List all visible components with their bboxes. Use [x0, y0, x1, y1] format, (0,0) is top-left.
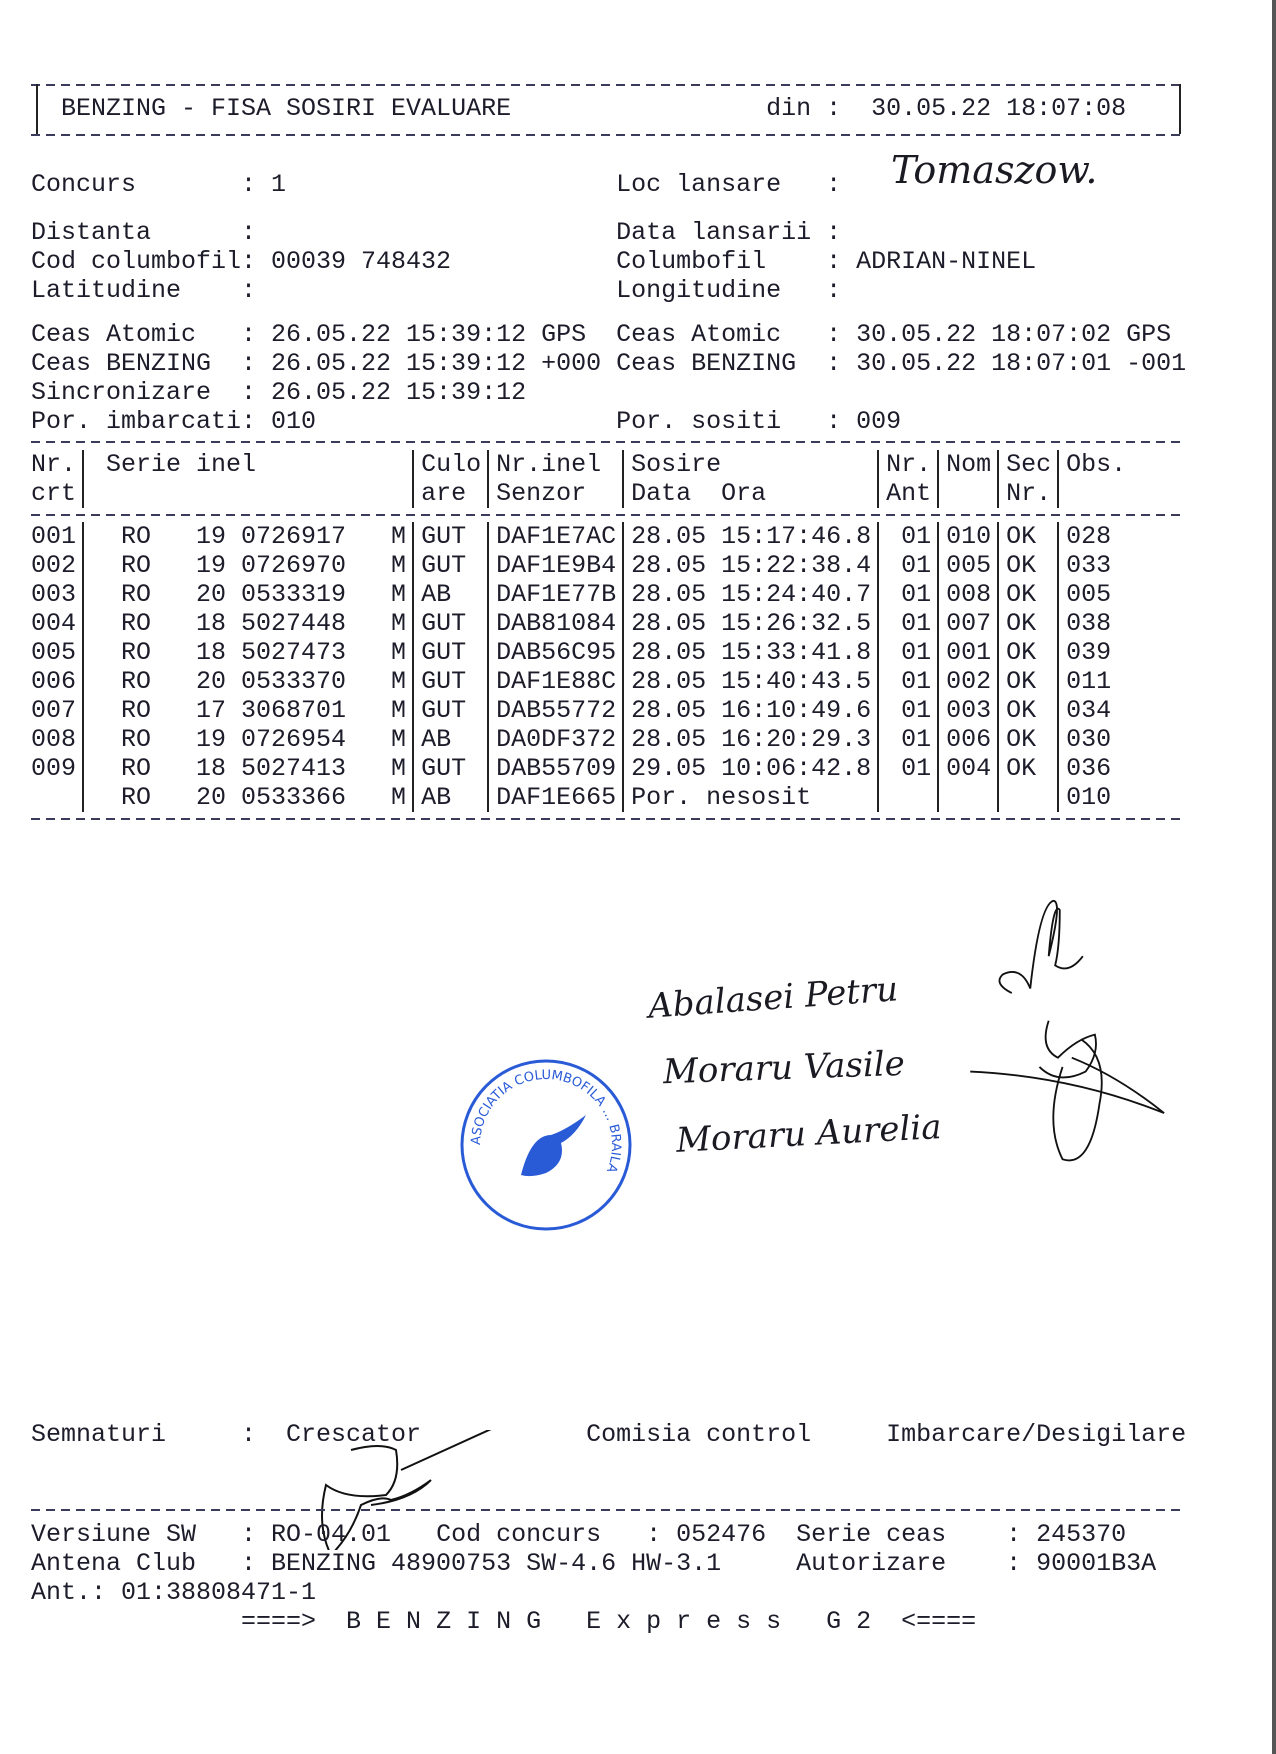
cell-ring: 5027413	[241, 754, 347, 783]
cell-color: AB	[421, 783, 452, 812]
cell-sensor: DAF1E77B	[496, 580, 617, 609]
cell-year: 19	[196, 725, 227, 754]
cell-arrival: 28.05 16:10:49.6	[631, 696, 872, 725]
cell-ant: 01	[901, 696, 932, 725]
cell-arrival: 29.05 10:06:42.8	[631, 754, 872, 783]
column-header: Sosire	[631, 450, 722, 479]
cell-ant: 01	[901, 638, 932, 667]
ceas-atomic-end-label: Ceas Atomic	[616, 320, 782, 349]
cell-sex: M	[391, 609, 407, 638]
header-box-right	[1179, 84, 1181, 134]
cell-year: 18	[196, 754, 227, 783]
data-lansarii-label: Data lansarii	[616, 218, 812, 247]
stamp-text: ASOCIATIA COLUMBOFILA ... BRAILA	[468, 1067, 624, 1175]
cell-year: 19	[196, 551, 227, 580]
column-header-line2: are	[421, 479, 467, 508]
cell-arrival: 28.05 16:20:29.3	[631, 725, 872, 754]
cell-sensor: DAB55772	[496, 696, 617, 725]
cell-sensor: DAF1E88C	[496, 667, 617, 696]
ceas-benzing-end-suffix: -001	[1126, 349, 1187, 378]
cod-columbofil-label: Cod columbofil	[31, 247, 242, 276]
column-separator	[937, 450, 939, 508]
cell-arrival: 28.05 15:22:38.4	[631, 551, 872, 580]
cell-color: GUT	[421, 696, 467, 725]
cell-nom: 007	[946, 609, 992, 638]
column-separator	[622, 522, 624, 812]
cell-nom: 010	[946, 522, 992, 551]
column-separator	[82, 450, 84, 508]
cell-ant: 01	[901, 667, 932, 696]
cell-ring: 0533366	[241, 783, 347, 812]
association-stamp	[456, 1055, 636, 1235]
column-separator	[937, 522, 939, 812]
cell-nom: 003	[946, 696, 992, 725]
cell-sensor: DAF1E665	[496, 783, 617, 812]
header-box-top	[31, 84, 1186, 86]
column-separator	[997, 522, 999, 812]
concurs-value: 1	[271, 170, 287, 199]
cell-sex: M	[391, 580, 407, 609]
ceas-atomic-start-colon: :	[241, 320, 257, 349]
signature-comisia-label: Comisia control	[586, 1420, 812, 1449]
column-header: Nr.	[886, 450, 932, 479]
cell-color: AB	[421, 580, 452, 609]
cell-ant: 01	[901, 522, 932, 551]
cell-country: RO	[121, 638, 152, 667]
cell-sensor: DAF1E9B4	[496, 551, 617, 580]
cell-country: RO	[121, 551, 152, 580]
column-header: Nr.	[31, 450, 77, 479]
column-header-line2: Senzor	[496, 479, 587, 508]
cell-color: GUT	[421, 609, 467, 638]
loc-lansare-colon: :	[826, 170, 842, 199]
cell-ant: 01	[901, 580, 932, 609]
cell-sec: OK	[1006, 609, 1037, 638]
cell-nr: 006	[31, 667, 77, 696]
header-box-left	[36, 84, 38, 134]
cell-arrival: Por. nesosit	[631, 783, 812, 812]
ceas-benzing-end-value: 30.05.22 18:07:01	[856, 349, 1112, 378]
cell-country: RO	[121, 580, 152, 609]
report-date: 30.05.22 18:07:08	[871, 94, 1127, 123]
column-header-line2: Data Ora	[631, 479, 767, 508]
ceas-atomic-end-colon: :	[826, 320, 842, 349]
pigeon-icon	[521, 1115, 586, 1176]
cell-ant: 01	[901, 609, 932, 638]
serie-ceas-value: 245370	[1036, 1520, 1127, 1549]
ceas-atomic-start-value: 26.05.22 15:39:12	[271, 320, 527, 349]
cell-arrival: 28.05 15:26:32.5	[631, 609, 872, 638]
column-header-line2: Nr.	[1006, 479, 1052, 508]
cell-sex: M	[391, 522, 407, 551]
autorizare-colon: :	[1006, 1549, 1022, 1578]
cell-obs: 033	[1066, 551, 1112, 580]
loc-lansare-label: Loc lansare	[616, 170, 782, 199]
report-sheet	[31, 0, 1191, 1754]
cell-obs: 028	[1066, 522, 1112, 551]
por-imbarcati-label: Por. imbarcati	[31, 407, 242, 436]
ceas-atomic-end-suffix: GPS	[1126, 320, 1172, 349]
column-header: Sec	[1006, 450, 1052, 479]
cell-obs: 011	[1066, 667, 1112, 696]
sincronizare-colon: :	[241, 378, 257, 407]
cell-nom: 002	[946, 667, 992, 696]
por-sositi-value: 009	[856, 407, 902, 436]
column-separator	[1057, 522, 1059, 812]
cell-obs: 030	[1066, 725, 1112, 754]
concurs-label: Concurs	[31, 170, 137, 199]
cell-sensor: DAF1E7AC	[496, 522, 617, 551]
cell-ring: 5027448	[241, 609, 347, 638]
cell-color: GUT	[421, 551, 467, 580]
cell-obs: 038	[1066, 609, 1112, 638]
signature-crescator-label: Crescator	[286, 1420, 422, 1449]
cell-year: 20	[196, 580, 227, 609]
column-header-line2: crt	[31, 479, 77, 508]
cell-color: GUT	[421, 754, 467, 783]
cell-nr: 004	[31, 609, 77, 638]
column-separator	[487, 450, 489, 508]
column-separator	[877, 450, 879, 508]
cell-nr: 009	[31, 754, 77, 783]
cod-concurs-value: 052476	[676, 1520, 767, 1549]
table-divider-header	[31, 514, 1186, 516]
cell-year: 20	[196, 783, 227, 812]
ceas-atomic-start-suffix: GPS	[541, 320, 587, 349]
por-imbarcati-colon: :	[241, 407, 257, 436]
column-separator	[412, 450, 414, 508]
signer-name-2: Moraru Vasile	[662, 1043, 906, 1093]
cell-country: RO	[121, 609, 152, 638]
signer-name-3: Moraru Aurelia	[675, 1107, 943, 1161]
cod-concurs-colon: :	[646, 1520, 662, 1549]
cell-ring: 5027473	[241, 638, 347, 667]
ceas-benzing-start-suffix: +000	[541, 349, 602, 378]
report-date-label: din :	[766, 94, 842, 123]
column-header: Nr.inel	[496, 450, 602, 479]
cell-sensor: DAB81084	[496, 609, 617, 638]
column-header-line2: Ant	[886, 479, 932, 508]
column-header: Nom	[946, 450, 992, 479]
antena-value: BENZING 48900753 SW-4.6 HW-3.1	[271, 1549, 722, 1578]
cell-ring: 0726970	[241, 551, 347, 580]
antena-colon: :	[241, 1549, 257, 1578]
signatures-label: Semnaturi	[31, 1420, 167, 1449]
table-divider-bottom	[31, 818, 1186, 820]
cell-country: RO	[121, 783, 152, 812]
cell-sec: OK	[1006, 667, 1037, 696]
cell-obs: 034	[1066, 696, 1112, 725]
por-sositi-label: Por. sositi	[616, 407, 782, 436]
ceas-benzing-end-label: Ceas BENZING	[616, 349, 797, 378]
cell-ring: 3068701	[241, 696, 347, 725]
cell-nom: 006	[946, 725, 992, 754]
column-header: Obs.	[1066, 450, 1127, 479]
cell-nom: 001	[946, 638, 992, 667]
cell-year: 18	[196, 609, 227, 638]
cell-color: GUT	[421, 638, 467, 667]
longitudine-label: Longitudine	[616, 276, 782, 305]
cell-ant: 01	[901, 725, 932, 754]
ceas-atomic-end-value: 30.05.22 18:07:02	[856, 320, 1112, 349]
cell-nom: 005	[946, 551, 992, 580]
cell-obs: 010	[1066, 783, 1112, 812]
versiune-value: RO-04.01	[271, 1520, 392, 1549]
serie-ceas-label: Serie ceas	[796, 1520, 947, 1549]
concurs-colon: :	[241, 170, 257, 199]
loc-lansare-handwritten: Tomaszow.	[891, 148, 1098, 192]
cell-obs: 005	[1066, 580, 1112, 609]
cell-ring: 0726954	[241, 725, 347, 754]
benzing-banner: ====> B E N Z I N G E x p r e s s G 2 <====	[241, 1607, 977, 1636]
cell-arrival: 28.05 15:40:43.5	[631, 667, 872, 696]
cell-sec: OK	[1006, 522, 1037, 551]
data-lansarii-colon: :	[826, 218, 842, 247]
sincronizare-value: 26.05.22 15:39:12	[271, 378, 527, 407]
cell-sex: M	[391, 783, 407, 812]
commission-signatures	[961, 870, 1201, 1190]
column-separator	[487, 522, 489, 812]
autorizare-label: Autorizare	[796, 1549, 947, 1578]
cell-nr: 003	[31, 580, 77, 609]
cell-nr: 001	[31, 522, 77, 551]
ceas-atomic-start-label: Ceas Atomic	[31, 320, 197, 349]
cell-year: 17	[196, 696, 227, 725]
por-imbarcati-value: 010	[271, 407, 317, 436]
ceas-benzing-start-label: Ceas BENZING	[31, 349, 212, 378]
autorizare-value: 90001B3A	[1036, 1549, 1157, 1578]
cell-year: 18	[196, 638, 227, 667]
cell-nr: 005	[31, 638, 77, 667]
cod-concurs-label: Cod concurs	[436, 1520, 602, 1549]
report-title: BENZING - FISA SOSIRI EVALUARE	[61, 94, 512, 123]
cell-arrival: 28.05 15:24:40.7	[631, 580, 872, 609]
ceas-benzing-end-colon: :	[826, 349, 842, 378]
cell-arrival: 28.05 15:17:46.8	[631, 522, 872, 551]
cell-nr: 008	[31, 725, 77, 754]
cell-sec: OK	[1006, 580, 1037, 609]
cell-sex: M	[391, 725, 407, 754]
column-separator	[82, 522, 84, 812]
longitudine-colon: :	[826, 276, 842, 305]
ceas-benzing-start-value: 26.05.22 15:39:12	[271, 349, 527, 378]
cell-arrival: 28.05 15:33:41.8	[631, 638, 872, 667]
cell-country: RO	[121, 696, 152, 725]
cell-sensor: DAB56C95	[496, 638, 617, 667]
column-separator	[1057, 450, 1059, 508]
signatures-colon: :	[241, 1420, 257, 1449]
cell-sec: OK	[1006, 551, 1037, 580]
cell-color: GUT	[421, 522, 467, 551]
table-divider-top	[31, 441, 1186, 443]
cell-sec: OK	[1006, 696, 1037, 725]
ceas-benzing-start-colon: :	[241, 349, 257, 378]
cell-country: RO	[121, 667, 152, 696]
sincronizare-label: Sincronizare	[31, 378, 212, 407]
cell-nr: 002	[31, 551, 77, 580]
signer-name-1: Abalasei Petru	[646, 969, 900, 1027]
cell-year: 20	[196, 667, 227, 696]
cell-ant: 01	[901, 551, 932, 580]
cell-country: RO	[121, 754, 152, 783]
cell-sex: M	[391, 754, 407, 783]
cell-sec: OK	[1006, 754, 1037, 783]
cell-obs: 036	[1066, 754, 1112, 783]
footer-divider	[31, 1509, 1186, 1511]
cell-nom: 004	[946, 754, 992, 783]
scan-edge	[1272, 0, 1276, 1754]
column-separator	[877, 522, 879, 812]
cod-columbofil-value: 00039 748432	[271, 247, 452, 276]
cell-sex: M	[391, 667, 407, 696]
signature-imbarcare-label: Imbarcare/Desigilare	[886, 1420, 1187, 1449]
antena-label: Antena Club	[31, 1549, 197, 1578]
cell-ant: 01	[901, 754, 932, 783]
cell-sensor: DAB55709	[496, 754, 617, 783]
columbofil-label: Columbofil	[616, 247, 767, 276]
latitudine-colon: :	[241, 276, 257, 305]
cell-ring: 0533370	[241, 667, 347, 696]
cell-color: AB	[421, 725, 452, 754]
cell-country: RO	[121, 725, 152, 754]
cell-ring: 0533319	[241, 580, 347, 609]
versiune-colon: :	[241, 1520, 257, 1549]
distanta-label: Distanta	[31, 218, 152, 247]
distanta-colon: :	[241, 218, 257, 247]
cod-columbofil-colon: :	[241, 247, 257, 276]
cell-sec: OK	[1006, 725, 1037, 754]
column-separator	[622, 450, 624, 508]
serie-ceas-colon: :	[1006, 1520, 1022, 1549]
column-separator	[997, 450, 999, 508]
column-separator	[412, 522, 414, 812]
cell-color: GUT	[421, 667, 467, 696]
column-header: Culo	[421, 450, 482, 479]
antenna-id: Ant.: 01:38808471-1	[31, 1578, 317, 1607]
latitudine-label: Latitudine	[31, 276, 182, 305]
por-sositi-colon: :	[826, 407, 842, 436]
cell-sec: OK	[1006, 638, 1037, 667]
cell-nom: 008	[946, 580, 992, 609]
cell-sex: M	[391, 551, 407, 580]
header-box-bottom	[31, 134, 1186, 136]
columbofil-colon: :	[826, 247, 842, 276]
cell-sensor: DA0DF372	[496, 725, 617, 754]
cell-nr: 007	[31, 696, 77, 725]
cell-sex: M	[391, 638, 407, 667]
cell-sex: M	[391, 696, 407, 725]
versiune-label: Versiune SW	[31, 1520, 197, 1549]
cell-ring: 0726917	[241, 522, 347, 551]
columbofil-value: ADRIAN-NINEL	[856, 247, 1037, 276]
cell-country: RO	[121, 522, 152, 551]
cell-year: 19	[196, 522, 227, 551]
cell-obs: 039	[1066, 638, 1112, 667]
column-header: Serie inel	[106, 450, 257, 479]
